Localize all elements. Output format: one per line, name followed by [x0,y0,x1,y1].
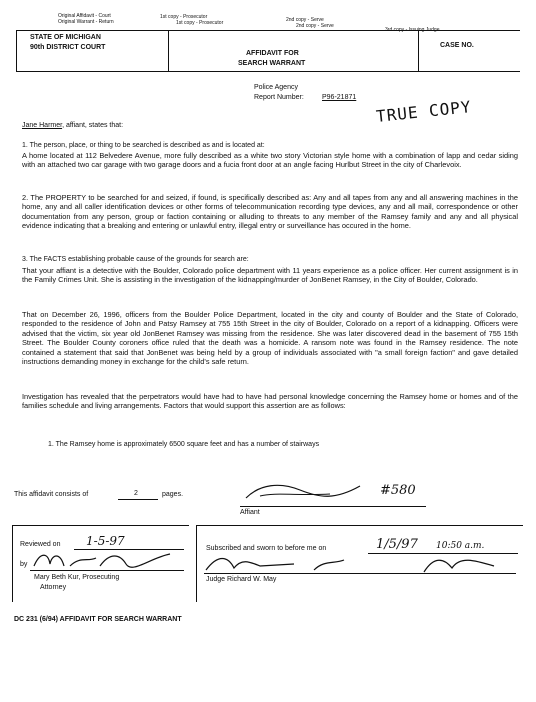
affiant-label: Affiant [240,509,260,516]
section-1-body: A home located at 112 Belvedere Avenue, more fully described as a white two story Victorian style home with a combination of lapp and cedar siding with an attached two car garage with two garage doors and a fucia front door at an angle facing Hurlbut Street in the city of Charlevoix. [22,151,518,170]
affiant-badge: #580 [380,483,416,498]
form-id: DC 231 (6/94) AFFIDAVIT FOR SEARCH WARRANT [14,616,182,623]
affiant-name: Jane Harmer [22,122,63,129]
affiant-signature-line [240,506,426,507]
reviewed-on-date: 1-5-97 [86,534,125,548]
header-left-rule [16,30,17,71]
judge-signature-line [204,573,516,574]
header-bottom-rule [16,71,520,72]
copy-second-serve-b: 2nd copy - Serve [296,23,334,29]
document-title-line1: AFFIDAVIT FOR [246,50,299,57]
subscribed-date: 1/5/97 [376,537,418,552]
copy-first-prosecutor-b: 1st copy - Prosecutor [176,20,224,26]
section-3-body: That your affiant is a detective with the Boulder, Colorado police department with 11 years experience as a police officer. Her current assignment is in the Family Crimes Unit. She is assisting in the investigation of the kidnapping/murder of JonBenet Ramsey, in the City of Boulder, Colorado. [22,266,518,285]
copy-third-issuing-judge: 3rd copy - Issuing Judge [385,27,440,33]
reviewer-title: Attorney [40,584,67,591]
investigation-paragraph: Investigation has revealed that the perpetrators would have had to have had personal knowledge concerning the Ramsey home or homes and of the families schedule and living arrangements. Factors that would support this assertion are as follows: [22,392,518,411]
copy-second-serve-a: 2nd copy - Serve [286,17,324,23]
affiant-intro [22,122,123,129]
copy-first-prosecutor-a: 1st copy - Prosecutor [160,14,208,20]
true-copy-stamp: TRUE COPY [375,97,473,126]
police-agency-label: Police Agency [254,84,298,91]
pages-count: 2 [134,490,138,497]
facts-paragraph: That on December 26, 1996, officers from the Boulder Police Department, located in the city and county of Boulder and the State of Colorado, responded to the residence of John and Patsy Ramsey at 755 15th Street in the city of Boulder, Colorado on a report of a kidnapping. Officers were advised that the victim, six year old JonBenet Ramsey was missing from the residence. She was later discovered dead in the basement of 755 15th Street. The Boulder County coroners office ruled that the death was a homicide. A ransom note was found in the Ramsey residence. The note contained a statement that said that JonBenet was being held by a group of individuals associated with "a small foreign faction" and gave detailed instructions demanding money in exchange for the child's safe return. [22,310,518,367]
pages-prefix: This affidavit consists of [14,491,89,498]
reviewed-on-label: Reviewed on [20,541,61,548]
section-2-body: 2. The PROPERTY to be searched for and seized, if found, is specifically described as: Any and all tapes from any and all answering machines in the home, any and all caller identification devices or other forms of telecommunication recording type devices, any and all mail, correspondence or other documentation from any person, group or faction containing or alluding to threats to any member of the Ramsey family and any and all physical evidence indicating that a breaking and entering or unlawful entry, illegal entry or surveillance has occured in the home. [22,193,518,231]
subscribed-time: 10:50 a.m. [436,541,485,551]
judge-name: Judge Richard W. May [206,576,277,583]
copy-original-affidavit: Original Affidavit - Court [58,13,111,19]
copy-original-warrant: Original Warrant - Return [58,19,114,25]
pages-underline [118,499,158,500]
report-number: P96-21871 [322,94,357,101]
report-number-label: Report Number: [254,94,304,101]
state-name: STATE OF MICHIGAN [30,34,101,41]
header-divider-2 [418,30,419,71]
by-label: by [20,561,28,568]
list-item-1: 1. The Ramsey home is approximately 6500 square feet and has a number of stairways [48,441,320,448]
subscribed-label: Subscribed and sworn to before me on [206,545,327,552]
case-no-label: CASE NO. [440,42,474,49]
affiant-intro-rest: , affiant, states that: [62,122,124,129]
section-1-heading: 1. The person, place, or thing to be searched is described as and is located at: [22,142,265,149]
judge-signature [204,552,504,578]
reviewer-name: Mary Beth Kur, Prosecuting [34,574,120,581]
header-divider-1 [168,30,169,71]
section-3-heading: 3. The FACTS establishing probable cause of the grounds for search are: [22,256,249,263]
affiant-signature [240,476,370,506]
reviewer-signature-line [30,570,184,571]
document-title-line2: SEARCH WARRANT [238,60,306,67]
pages-suffix: pages. [162,491,184,498]
court-name: 90th DISTRICT COURT [30,44,106,51]
